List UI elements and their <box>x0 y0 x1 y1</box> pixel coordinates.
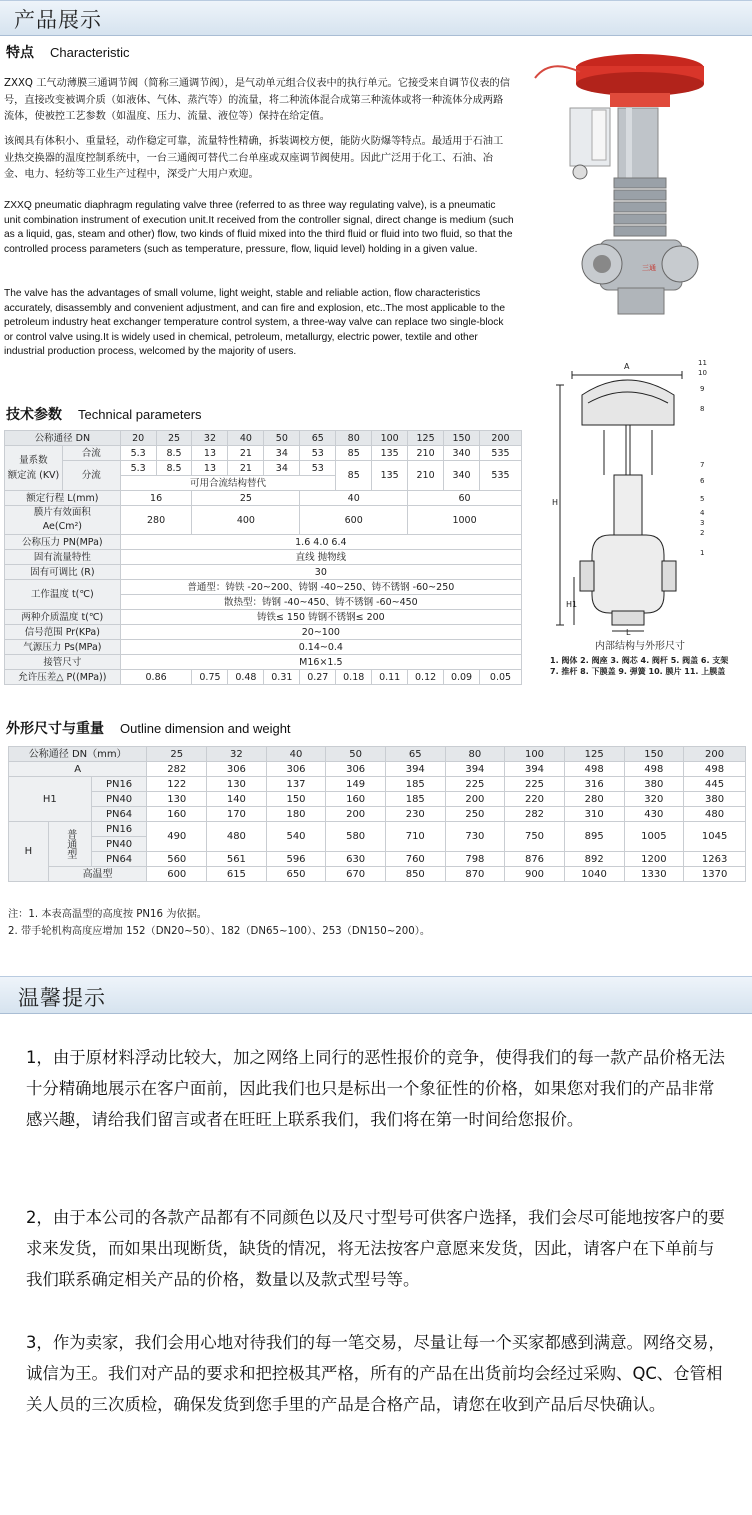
table-row <box>5 565 522 580</box>
hot-type-label: 高温型 <box>48 867 147 882</box>
cell: 760 <box>385 852 445 867</box>
cell: 750 <box>505 822 565 852</box>
outline-table <box>8 746 746 882</box>
cell: 670 <box>326 867 386 882</box>
cell: 0.75 <box>192 670 228 685</box>
cell: 0.27 <box>300 670 336 685</box>
valve-photo <box>530 48 720 328</box>
table-row <box>5 461 522 476</box>
h1-label: H1 <box>9 777 92 822</box>
tech-title <box>6 404 202 424</box>
area-label: 膜片有效面积 Ae(Cm²) <box>5 506 121 535</box>
cell: 498 <box>624 762 684 777</box>
cell: 0.48 <box>228 670 264 685</box>
label-a: A <box>624 362 630 371</box>
paragraph-cn-1: ZXXQ 工气动薄膜三通调节阀（简称三通调节阀），是气动单元组合仪表中的执行单元。它接受来自调节仪表的信号，直接改变被调介质（如液体、气体、蒸汽等）的流量，将二种流体混合成第三种流体或将一种流体分成两路流体，使被控工艺参数（如温度、压力、流量、液位等）保持在给定值。 <box>4 78 510 122</box>
tip-1: 1，由于原材料浮动比较大，加之网络上同行的恶性报价的竞争，使得我们的每一款产品价格无法十分精确地展示在客户面前，因此我们也只是标出一个象征性的价格，如果您对我们的产品非常感兴趣，请给我们留言或者在旺旺上联系我们，我们将在第一时间给您报价。 <box>26 1048 725 1129</box>
cell: 490 <box>147 822 207 852</box>
cell: 870 <box>445 867 505 882</box>
cell: 480 <box>684 807 746 822</box>
tip-2: 2，由于本公司的各款产品都有不同颜色以及尺寸型号可供客户选择，我们会尽可能地按客户的要求来发货，而如果出现断货，缺货的情况，将无法按客户意愿来发货，因此，请客户在下单前与我们联系确定相关产品的价格，数量以及款式型号等。 <box>26 1208 725 1289</box>
cell: 430 <box>624 807 684 822</box>
cell: 8.5 <box>156 446 192 461</box>
title-cn: 特点 <box>6 45 34 61</box>
table-row <box>5 550 522 565</box>
cell: 320 <box>624 792 684 807</box>
cell: 1263 <box>684 852 746 867</box>
cell: 200 <box>326 807 386 822</box>
ratio-label: 固有可调比 (R) <box>5 565 121 580</box>
section-title: 温馨提示 <box>18 986 106 1010</box>
cell: 535 <box>479 446 521 461</box>
cell: 普通型：铸铁 -20~200、铸钢 -40~250、铸不锈钢 -60~250 <box>120 580 521 595</box>
cell: 445 <box>684 777 746 792</box>
cell: 122 <box>147 777 207 792</box>
table-row <box>5 625 522 640</box>
title-en: Outline dimension and weight <box>120 721 291 736</box>
cell: 40 <box>300 491 408 506</box>
cell: 53 <box>300 461 336 476</box>
cell: 150 <box>444 431 480 446</box>
table-row <box>5 491 522 506</box>
dn-label: 公称通径 DN（mm） <box>9 747 147 762</box>
cell: 50 <box>326 747 386 762</box>
title-en: Characteristic <box>50 45 130 60</box>
cell: 8.5 <box>156 461 192 476</box>
diff-label: 两种介质温度 t(℃) <box>5 610 121 625</box>
cell: 0.31 <box>264 670 300 685</box>
cell: 可用合流结构替代 <box>120 476 336 491</box>
fen-label: 分流 <box>62 461 120 491</box>
cell: 1000 <box>408 506 522 535</box>
stroke-label: 额定行程 L(mm) <box>5 491 121 506</box>
paragraph-en-1: ZXXQ pneumatic diaphragm regulating valve three (referred to as three way regulating valve), is a pneumatic unit combination instrument of execution unit.It received from the controller signal, direct change is medium (such as a liquid, gas, steam and other) flow, two kinds of fluid mixed into the third fluid or fluid into two fluid, so that the controlled process parameters (such as temperature, pressure, flow, liquid level) holding in a given value. <box>4 200 514 255</box>
cell: 210 <box>408 446 444 461</box>
label-h: H <box>552 498 559 507</box>
note-line: 注：1. 本表高温型的高度按 PN16 为依据。 <box>8 909 207 920</box>
note-line: 2. 带手轮机构高度应增加 152（DN20~50）、182（DN65~100）、253（DN150~200）。 <box>8 926 431 937</box>
cell: 876 <box>505 852 565 867</box>
cell: 160 <box>147 807 207 822</box>
cell: 100 <box>372 431 408 446</box>
table-row <box>5 670 522 685</box>
cell: 0.11 <box>372 670 408 685</box>
cell: 5.3 <box>120 461 156 476</box>
svg-text:11: 11 <box>698 359 707 367</box>
cell: 135 <box>372 446 408 461</box>
cell: 380 <box>624 777 684 792</box>
pn-label: PN64 <box>91 807 147 822</box>
cell: 340 <box>444 461 480 491</box>
cell: 200 <box>445 792 505 807</box>
cell: 600 <box>300 506 408 535</box>
cell: 380 <box>684 792 746 807</box>
outline-notes <box>8 906 430 940</box>
cell: 16 <box>120 491 192 506</box>
cell: 170 <box>207 807 267 822</box>
cell: 185 <box>385 777 445 792</box>
cell: 140 <box>207 792 267 807</box>
cell: 480 <box>207 822 267 852</box>
cell: 0.18 <box>336 670 372 685</box>
cell: 25 <box>156 431 192 446</box>
cell: 30 <box>120 565 521 580</box>
cell: 5.3 <box>120 446 156 461</box>
table-row <box>5 640 522 655</box>
section-header-products <box>0 0 752 36</box>
cell: 125 <box>408 431 444 446</box>
cell: 561 <box>207 852 267 867</box>
section-header-tips <box>0 976 752 1014</box>
table-row <box>9 822 746 837</box>
cell: 150 <box>624 747 684 762</box>
cell: 580 <box>326 822 386 852</box>
svg-text:3: 3 <box>700 519 705 527</box>
title-en: Technical parameters <box>78 407 202 422</box>
a-label: A <box>9 762 147 777</box>
cell: 65 <box>385 747 445 762</box>
cell: 135 <box>372 461 408 491</box>
table-row <box>9 792 746 807</box>
legend-line: 1. 阀体 2. 阀座 3. 阀芯 4. 阀杆 5. 阀盖 6. 支架 <box>550 656 729 665</box>
cell: 80 <box>336 431 372 446</box>
cell: 895 <box>564 822 624 852</box>
cell: 1370 <box>684 867 746 882</box>
outline-title <box>6 718 291 738</box>
cell: 340 <box>444 446 480 461</box>
pn-label: 公称压力 PN(MPa) <box>5 535 121 550</box>
svg-text:8: 8 <box>700 405 705 413</box>
table-row <box>5 655 522 670</box>
table-row <box>9 807 746 822</box>
cell: 80 <box>445 747 505 762</box>
cell: 50 <box>264 431 300 446</box>
cell: 125 <box>564 747 624 762</box>
cell: 25 <box>147 747 207 762</box>
characteristic-title <box>6 42 129 62</box>
cell: 280 <box>564 792 624 807</box>
tech-table <box>4 430 522 685</box>
label-h1: H1 <box>566 600 578 609</box>
cell: 310 <box>564 807 624 822</box>
cell: 615 <box>207 867 267 882</box>
cell: 铸铁≤ 150 铸钢不锈钢≤ 200 <box>120 610 521 625</box>
cell: 20 <box>120 431 156 446</box>
cell: 730 <box>445 822 505 852</box>
cell: 892 <box>564 852 624 867</box>
cell: 400 <box>192 506 300 535</box>
cell: 306 <box>326 762 386 777</box>
cell: 306 <box>266 762 326 777</box>
svg-text:10: 10 <box>698 369 707 377</box>
cell: 230 <box>385 807 445 822</box>
kv-label: 量系数 额定流 (KV) <box>5 446 63 491</box>
cell: 306 <box>207 762 267 777</box>
h-label: H <box>9 822 49 882</box>
cell: 850 <box>385 867 445 882</box>
cell: 137 <box>266 777 326 792</box>
cell: 210 <box>408 461 444 491</box>
table-row <box>9 747 746 762</box>
cell: 0.86 <box>120 670 192 685</box>
paragraph-cn-2: 该阀具有体积小、重量轻，动作稳定可靠，流量特性精确，拆装调校方便，能防火防爆等特点。最适用于石油工业热交换器的温度控制系统中，一台三通阀可替代二台单座或双座调节阀使用。因此广泛用于化工、石油、冶金、电力、轻纺等工业生产过程中，深受广大用户欢迎。 <box>4 136 504 180</box>
cell: 200 <box>684 747 746 762</box>
svg-text:2: 2 <box>700 529 705 537</box>
cell: 20~100 <box>120 625 521 640</box>
pn-label: PN40 <box>91 792 147 807</box>
cell: 180 <box>266 807 326 822</box>
cell: 185 <box>385 792 445 807</box>
cell: 85 <box>336 446 372 461</box>
table-row <box>5 535 522 550</box>
title-cn: 外形尺寸与重量 <box>6 721 104 737</box>
cell: 1200 <box>624 852 684 867</box>
normal-type-label: 普通型 <box>48 822 91 867</box>
cell: 34 <box>264 461 300 476</box>
cell: 0.09 <box>444 670 480 685</box>
dp-label: 允许压差△ P((MPa)) <box>5 670 121 685</box>
cell: 394 <box>445 762 505 777</box>
cell: 200 <box>479 431 521 446</box>
cell: 1005 <box>624 822 684 852</box>
cell: 32 <box>192 431 228 446</box>
cell: 149 <box>326 777 386 792</box>
cell: 13 <box>192 461 228 476</box>
cell: 225 <box>505 777 565 792</box>
table-row <box>5 506 522 535</box>
table-row <box>5 431 522 446</box>
tip-3: 3，作为卖家，我们会用心地对待我们的每一笔交易，尽量让每一个买家都感到满意。网络交易，诚信为王。我们对产品的要求和把控极其严格，所有的产品在出货前均会经过采购、QC、仓管相关人员的三次质检，确保发货到您手里的产品是合格产品，请您在收到产品后尽快确认。 <box>26 1333 725 1414</box>
cell: 1040 <box>564 867 624 882</box>
paragraph-en-2: The valve has the advantages of small volume, light weight, stable and reliable action, flow characteristics accurately, disassembly and convenient adjustment, and can fire and explosion, etc..The most applicable to the petroleum industry heat exchanger temperature control system, a three-way valve can replace two single-block or control valve using.It is widely used in chemical, petroleum, metallurgy, electric power, textile and other industrial production process, welcomed by the majority of users. <box>4 288 505 358</box>
cell: 130 <box>207 777 267 792</box>
dn-label: 公称通径 DN <box>5 431 121 446</box>
pn-label: PN40 <box>91 837 147 852</box>
cell: 0.12 <box>408 670 444 685</box>
svg-text:7: 7 <box>700 461 705 469</box>
cell: 60 <box>408 491 522 506</box>
cell: 280 <box>120 506 192 535</box>
svg-text:4: 4 <box>700 509 705 517</box>
table-row <box>9 777 746 792</box>
cell: 600 <box>147 867 207 882</box>
svg-text:6: 6 <box>700 477 705 485</box>
cell: 65 <box>300 431 336 446</box>
cell: 0.14~0.4 <box>120 640 521 655</box>
cell: 710 <box>385 822 445 852</box>
table-row <box>9 762 746 777</box>
cell: 798 <box>445 852 505 867</box>
sig-label: 信号范围 Pr(KPa) <box>5 625 121 640</box>
cell: 540 <box>266 822 326 852</box>
cell: 40 <box>228 431 264 446</box>
cell: 250 <box>445 807 505 822</box>
cell: 直线 抛物线 <box>120 550 521 565</box>
table-row <box>5 580 522 595</box>
cell: 1330 <box>624 867 684 882</box>
pn-label: PN16 <box>91 822 147 837</box>
pn-label: PN64 <box>91 852 147 867</box>
cell: 100 <box>505 747 565 762</box>
cell: 21 <box>228 461 264 476</box>
title-cn: 技术参数 <box>6 407 62 423</box>
table-row <box>5 610 522 625</box>
cell: 394 <box>505 762 565 777</box>
cell: 498 <box>564 762 624 777</box>
air-label: 气源压力 Ps(MPa) <box>5 640 121 655</box>
svg-text:1: 1 <box>700 549 705 557</box>
figure-legend <box>550 655 750 677</box>
cell: 160 <box>326 792 386 807</box>
pn-label: PN16 <box>91 777 147 792</box>
cell: 1045 <box>684 822 746 852</box>
svg-text:9: 9 <box>700 385 705 393</box>
cell: 630 <box>326 852 386 867</box>
cell: 0.05 <box>479 670 521 685</box>
cell: 316 <box>564 777 624 792</box>
table-row <box>5 446 522 461</box>
cell: 220 <box>505 792 565 807</box>
cell: 13 <box>192 446 228 461</box>
structure-drawing <box>552 355 722 635</box>
cell: 85 <box>336 461 372 491</box>
cell: 560 <box>147 852 207 867</box>
svg-text:三通: 三通 <box>642 264 656 272</box>
cell: 282 <box>147 762 207 777</box>
cell: 650 <box>266 867 326 882</box>
table-row <box>9 867 746 882</box>
temp-label: 工作温度 t(℃) <box>5 580 121 610</box>
cell: 394 <box>385 762 445 777</box>
cell: 150 <box>266 792 326 807</box>
svg-text:5: 5 <box>700 495 705 503</box>
cell: 25 <box>192 491 300 506</box>
cell: 34 <box>264 446 300 461</box>
cell: 130 <box>147 792 207 807</box>
cell: 535 <box>479 461 521 491</box>
cell: 53 <box>300 446 336 461</box>
cell: 32 <box>207 747 267 762</box>
char-label: 固有流量特性 <box>5 550 121 565</box>
cell: 900 <box>505 867 565 882</box>
section-title: 产品展示 <box>14 8 102 32</box>
table-row <box>9 852 746 867</box>
cell: 282 <box>505 807 565 822</box>
figure-caption: 内部结构与外形尺寸 <box>595 641 685 652</box>
label-l: L <box>626 628 631 635</box>
cell: 21 <box>228 446 264 461</box>
he-label: 合流 <box>62 446 120 461</box>
cell: 498 <box>684 762 746 777</box>
cell: 1.6 4.0 6.4 <box>120 535 521 550</box>
cell: M16×1.5 <box>120 655 521 670</box>
conn-label: 接管尺寸 <box>5 655 121 670</box>
cell: 225 <box>445 777 505 792</box>
legend-line: 7. 推杆 8. 下膜盖 9. 弹簧 10. 膜片 11. 上膜盖 <box>550 667 726 676</box>
cell: 40 <box>266 747 326 762</box>
cell: 596 <box>266 852 326 867</box>
cell: 散热型：铸钢 -40~450、铸不锈钢 -60~450 <box>120 595 521 610</box>
